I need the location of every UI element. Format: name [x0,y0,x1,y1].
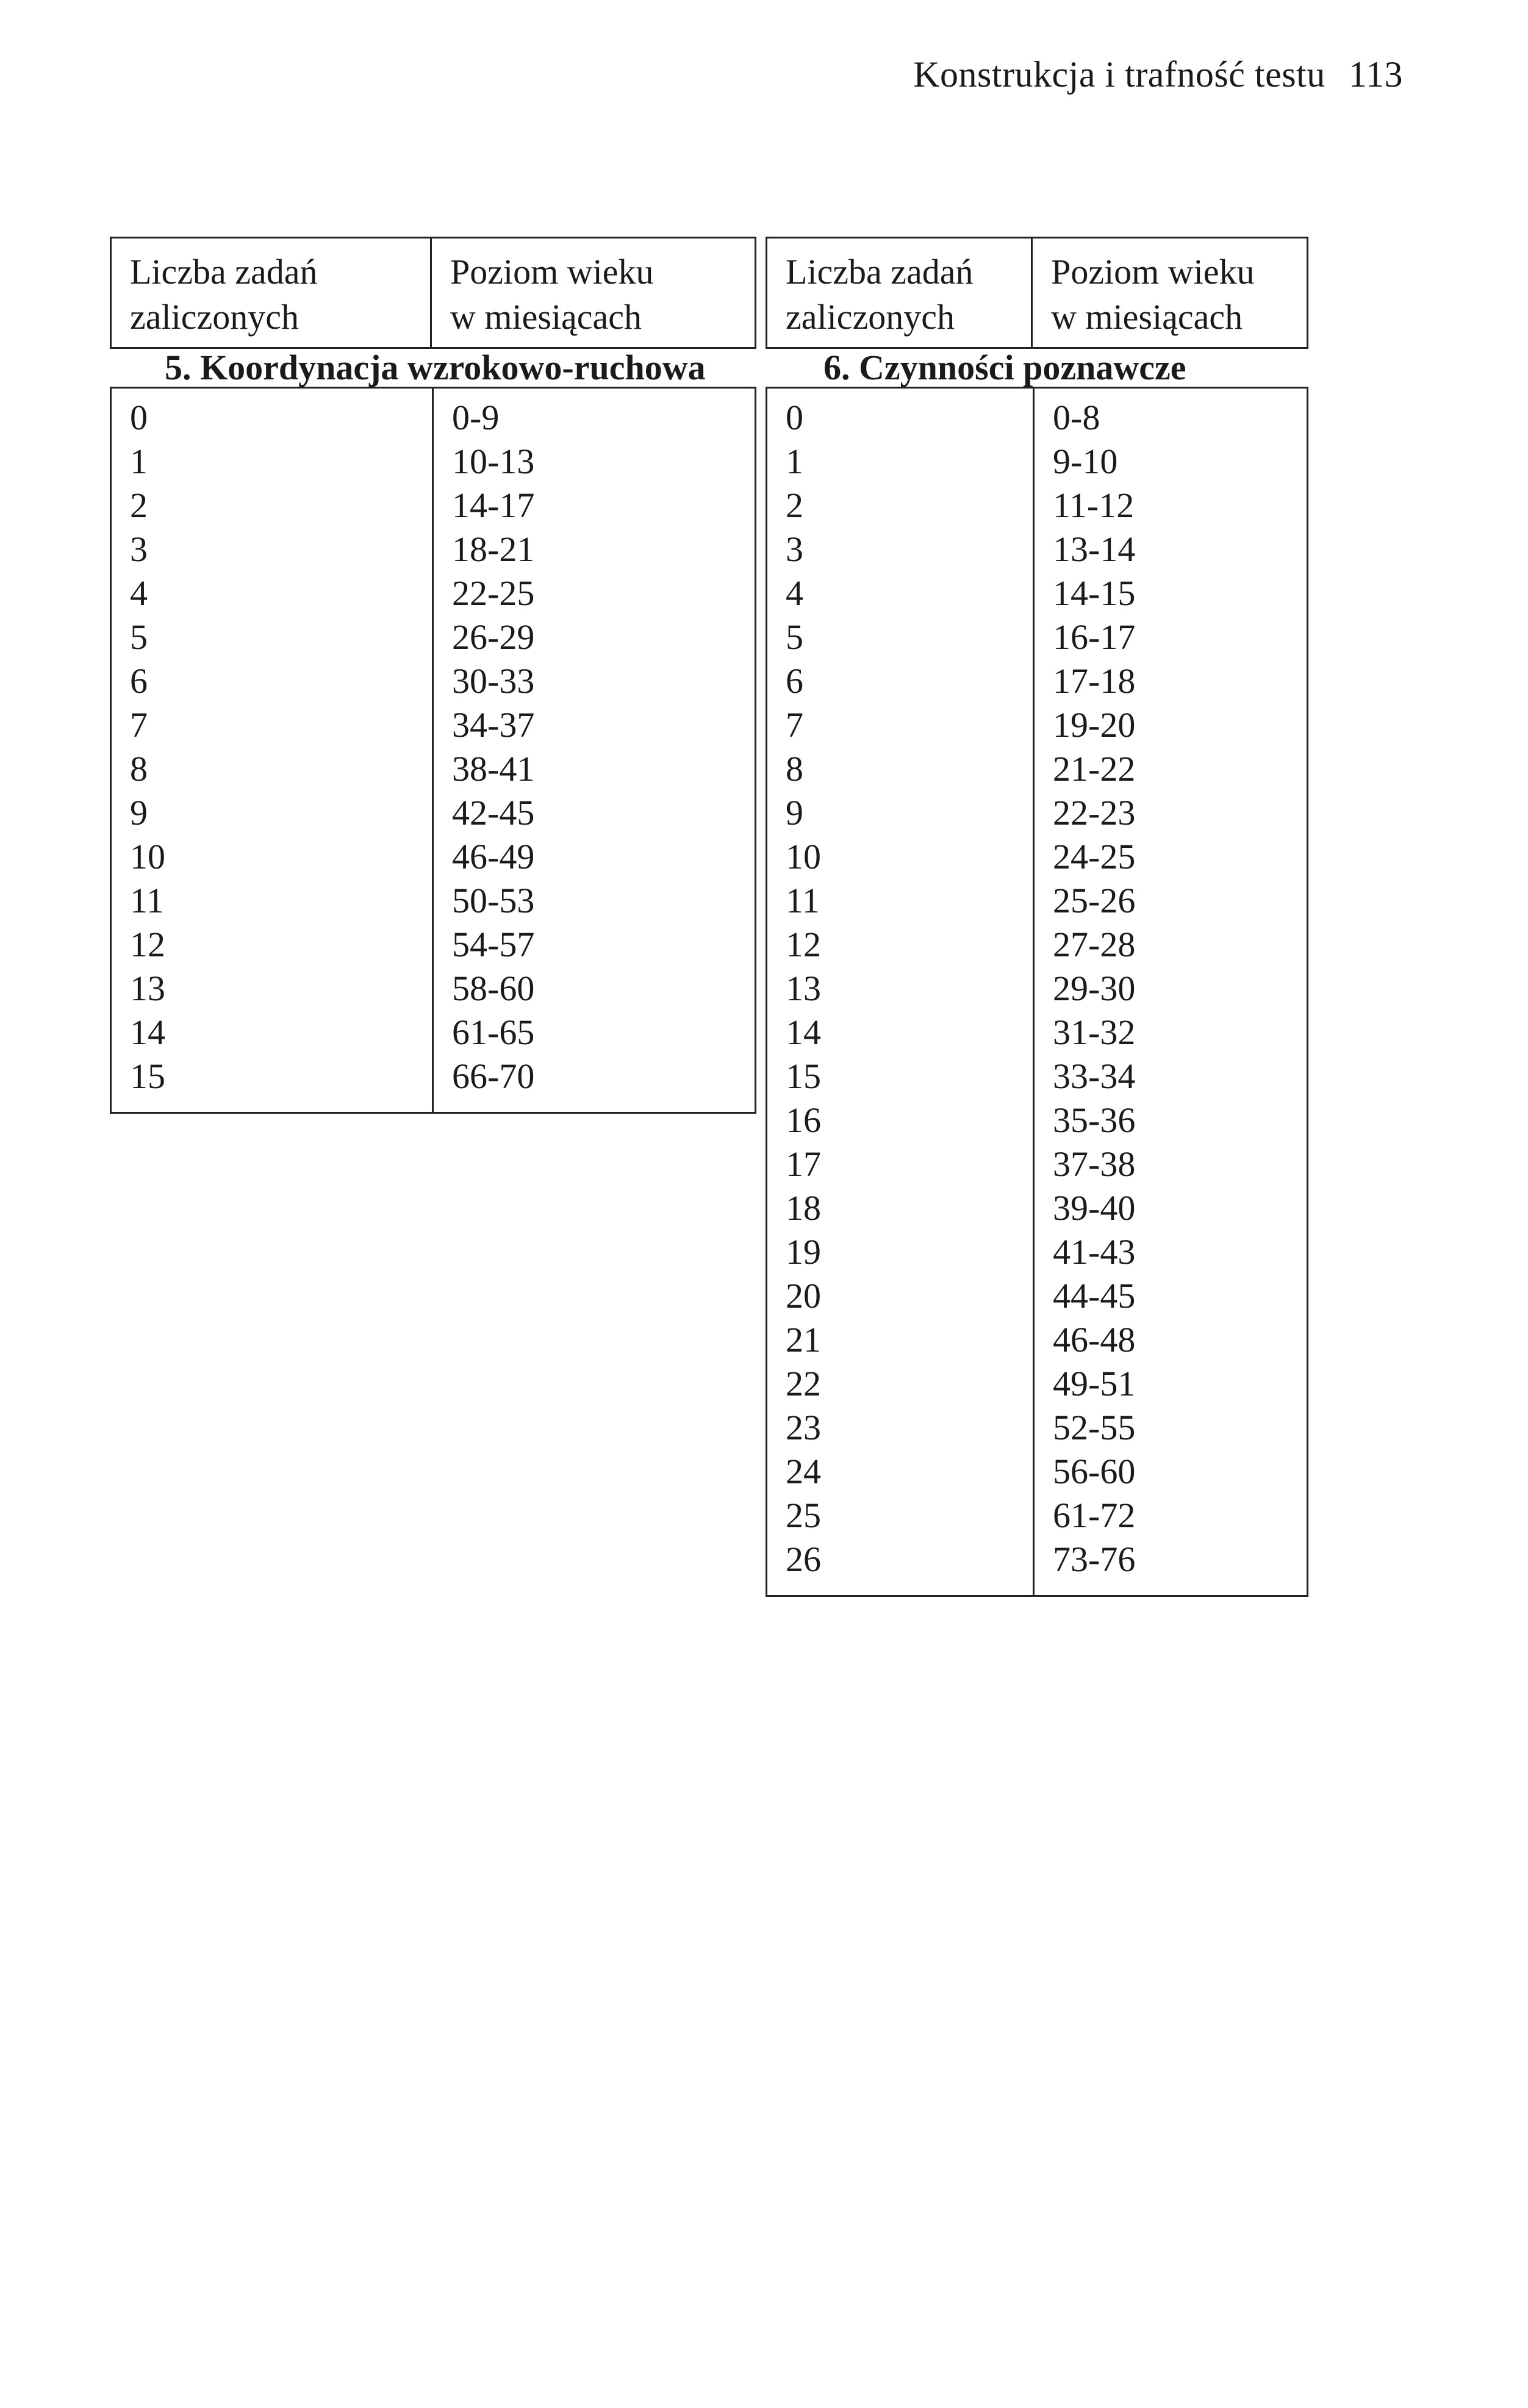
table-row [767,1362,1307,1406]
cell-tasks-passed: 14 [786,1012,821,1052]
cell-age-months: 39-40 [1053,1188,1136,1228]
cell-tasks-passed: 8 [130,749,148,789]
header-line: Liczba zadań [786,252,974,292]
table-row [767,615,1307,659]
cell-tasks-passed: 11 [786,881,820,920]
table-header [110,237,756,349]
cell-tasks-passed: 6 [130,661,148,701]
table-header [766,237,1308,349]
header-line: Poziom wieku [450,252,654,292]
cell-age-months: 9-10 [1053,442,1118,481]
header-line: zaliczonych [130,297,299,337]
cell-tasks-passed: 2 [786,486,803,525]
table-row [767,396,1307,440]
cell-tasks-passed: 24 [786,1452,821,1491]
cell-age-months: 49-51 [1053,1364,1136,1403]
cell-tasks-passed: 13 [786,969,821,1008]
cell-age-months: 0-8 [1053,398,1100,437]
table-row [767,1450,1307,1494]
cell-age-months: 37-38 [1053,1144,1136,1184]
cell-tasks-passed: 0 [786,398,803,437]
cell-tasks-passed: 0 [130,398,148,437]
cell-age-months: 17-18 [1053,661,1136,701]
header-line: zaliczonych [786,297,955,337]
table-row [767,791,1307,835]
cell-tasks-passed: 15 [786,1056,821,1096]
cell-tasks-passed: 4 [130,573,148,613]
cell-tasks-passed: 3 [130,529,148,569]
cell-tasks-passed: 16 [786,1100,821,1140]
table-row [767,703,1307,747]
page-number: 113 [1348,54,1403,95]
cell-age-months: 29-30 [1053,969,1136,1008]
cell-age-months: 16-17 [1053,617,1136,657]
table-row [767,967,1307,1011]
table-row [767,440,1307,484]
cell-tasks-passed: 25 [786,1496,821,1535]
header-count-of-tasks [767,238,1031,347]
header-line: Liczba zadań [130,252,318,292]
cell-tasks-passed: 2 [130,486,148,525]
cell-age-months: 24-25 [1053,837,1136,876]
column-divider [432,389,434,1112]
table-row [767,747,1307,791]
table-row [767,1318,1307,1362]
cell-tasks-passed: 10 [786,837,821,876]
table-row [767,835,1307,879]
cell-age-months: 11-12 [1053,486,1135,525]
cell-age-months: 46-48 [1053,1320,1136,1360]
cell-age-months: 13-14 [1053,529,1136,569]
cell-age-months: 41-43 [1053,1232,1136,1272]
cell-age-months: 56-60 [1053,1452,1136,1491]
table-row [767,879,1307,923]
cell-tasks-passed: 17 [786,1144,821,1184]
cell-age-months: 19-20 [1053,705,1136,745]
section-title: 5. Koordynacja wzrokowo-ruchowa [165,348,706,387]
cell-tasks-passed: 9 [786,793,803,833]
cell-tasks-passed: 13 [130,969,165,1008]
table-row [767,923,1307,967]
table-row [767,528,1307,572]
cell-tasks-passed: 11 [130,881,164,920]
cell-tasks-passed: 21 [786,1320,821,1360]
cell-age-months: 61-65 [452,1012,535,1052]
cell-tasks-passed: 1 [786,442,803,481]
cell-age-months: 52-55 [1053,1408,1136,1447]
table-row [767,1186,1307,1230]
cell-tasks-passed: 12 [786,925,821,964]
cell-age-months: 38-41 [452,749,535,789]
cell-age-months: 30-33 [452,661,535,701]
table-row [767,1142,1307,1186]
cell-age-months: 21-22 [1053,749,1136,789]
header-line: w miesiącach [450,297,642,337]
column-divider [1033,389,1035,1595]
cell-age-months: 33-34 [1053,1056,1136,1096]
cell-age-months: 26-29 [452,617,535,657]
cell-age-months: 22-25 [452,573,535,613]
cell-age-months: 14-15 [1053,573,1136,613]
table-row [767,1055,1307,1098]
cell-tasks-passed: 15 [130,1056,165,1096]
cell-age-months: 61-72 [1053,1496,1136,1535]
cell-age-months: 54-57 [452,925,535,964]
table-czynnosci-poznawcze [766,237,1308,1597]
table-body [766,387,1308,1597]
cell-tasks-passed: 4 [786,573,803,613]
cell-tasks-passed: 23 [786,1408,821,1447]
cell-age-months: 18-21 [452,529,535,569]
cell-age-months: 73-76 [1053,1539,1136,1579]
table-row [767,1406,1307,1450]
cell-tasks-passed: 6 [786,661,803,701]
table-row [767,572,1307,615]
running-header-title: Konstrukcja i trafność testu [913,54,1325,95]
cell-age-months: 27-28 [1053,925,1136,964]
header-age-level [430,238,755,347]
table-row [767,1538,1307,1582]
cell-age-months: 22-23 [1053,793,1136,833]
table-row [767,1494,1307,1538]
cell-tasks-passed: 5 [130,617,148,657]
cell-age-months: 35-36 [1053,1100,1136,1140]
header-line: w miesiącach [1051,297,1243,337]
cell-age-months: 42-45 [452,793,535,833]
table-row [767,1230,1307,1274]
cell-tasks-passed: 3 [786,529,803,569]
cell-age-months: 31-32 [1053,1012,1136,1052]
table-row [767,1098,1307,1142]
cell-tasks-passed: 22 [786,1364,821,1403]
table-row [767,484,1307,528]
cell-tasks-passed: 12 [130,925,165,964]
table-row [767,659,1307,703]
cell-age-months: 25-26 [1053,881,1136,920]
cell-tasks-passed: 10 [130,837,165,876]
cell-tasks-passed: 9 [130,793,148,833]
cell-age-months: 10-13 [452,442,535,481]
cell-age-months: 14-17 [452,486,535,525]
table-row [767,1274,1307,1318]
cell-tasks-passed: 18 [786,1188,821,1228]
cell-tasks-passed: 7 [786,705,803,745]
cell-tasks-passed: 8 [786,749,803,789]
table-koordynacja [110,237,756,1114]
header-age-level [1031,238,1307,347]
cell-tasks-passed: 5 [786,617,803,657]
cell-age-months: 46-49 [452,837,535,876]
cell-age-months: 44-45 [1053,1276,1136,1316]
table-body [110,387,756,1114]
cell-tasks-passed: 7 [130,705,148,745]
table-row [767,1011,1307,1055]
cell-age-months: 58-60 [452,969,535,1008]
cell-tasks-passed: 19 [786,1232,821,1272]
cell-tasks-passed: 20 [786,1276,821,1316]
running-header [913,54,1403,96]
cell-tasks-passed: 1 [130,442,148,481]
cell-age-months: 0-9 [452,398,500,437]
cell-age-months: 66-70 [452,1056,535,1096]
cell-tasks-passed: 26 [786,1539,821,1579]
cell-age-months: 34-37 [452,705,535,745]
header-line: Poziom wieku [1051,252,1255,292]
section-title: 6. Czynności poznawcze [823,348,1186,387]
cell-age-months: 50-53 [452,881,535,920]
header-count-of-tasks [112,238,430,347]
cell-tasks-passed: 14 [130,1012,165,1052]
